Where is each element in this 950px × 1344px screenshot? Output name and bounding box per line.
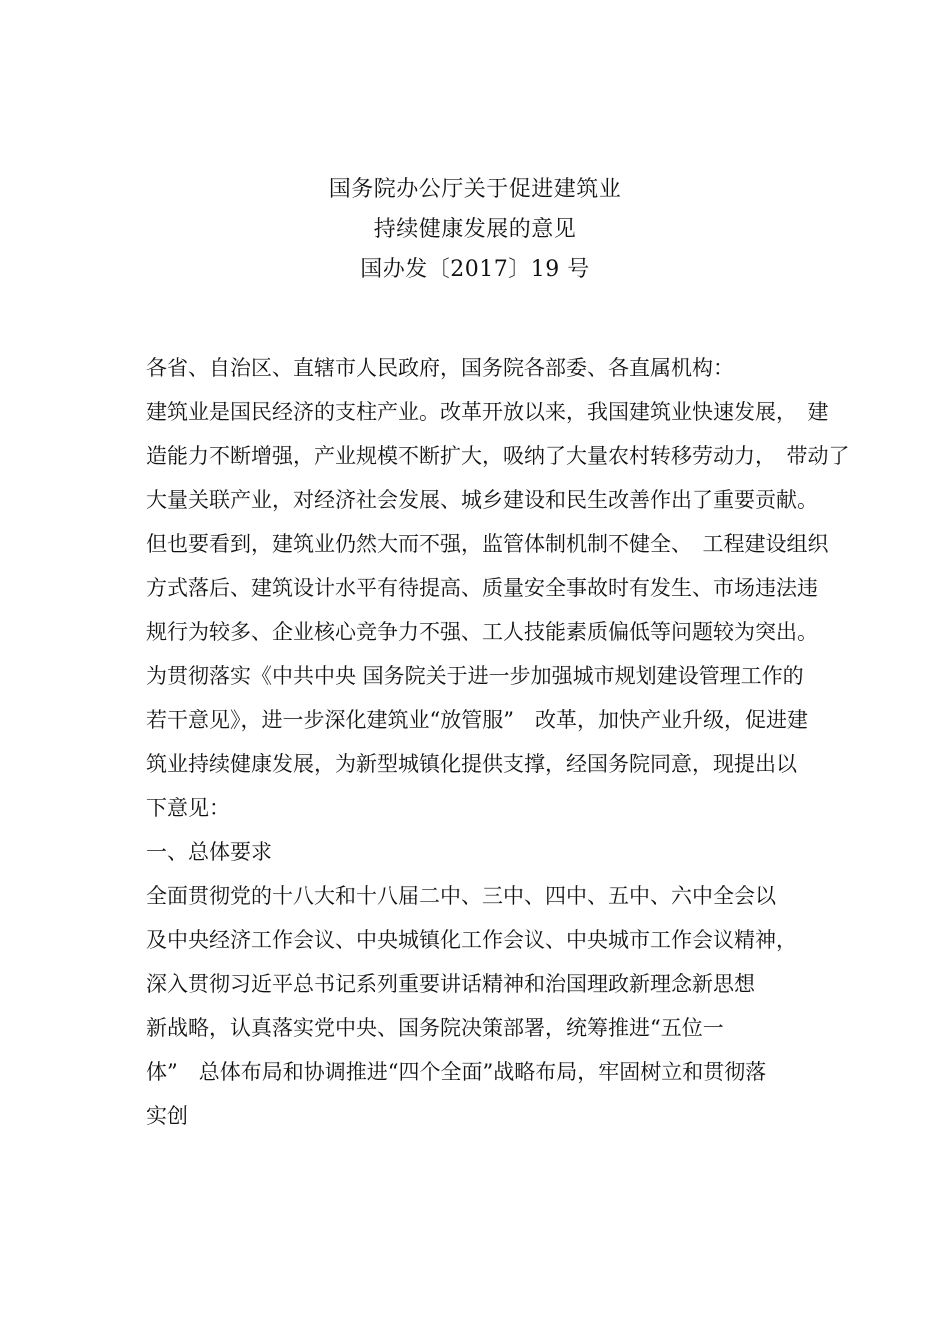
section-heading: 一、总体要求 bbox=[146, 840, 272, 864]
document-body bbox=[146, 350, 850, 1142]
body-line: 及中央经济工作会议、中央城镇化工作会议、中央城市工作会议精神， bbox=[146, 928, 797, 952]
body-line: 为贯彻落实《中共中央 国务院关于进一步加强城市规划建设管理工作的 bbox=[146, 664, 804, 688]
salutation: 各省、自治区、直辖市人民政府，国务院各部委、各直属机构： bbox=[146, 356, 734, 380]
body-line: 规行为较多、企业核心竞争力不强、工人技能素质偏低等问题较为突出。 bbox=[146, 620, 818, 644]
body-line: 筑业持续健康发展，为新型城镇化提供支撑，经国务院同意，现提出以 bbox=[146, 752, 797, 776]
body-line: 全面贯彻党的十八大和十八届二中、三中、四中、五中、六中全会以 bbox=[146, 884, 776, 908]
document-number: 国办发〔2017〕19 号 bbox=[360, 257, 590, 282]
body-line: 下意见： bbox=[146, 796, 230, 820]
body-line: 新战略，认真落实党中央、国务院决策部署，统筹推进“五位一 bbox=[146, 1016, 724, 1040]
body-line: 深入贯彻习近平总书记系列重要讲话精神和治国理政新理念新思想 bbox=[146, 972, 755, 996]
body-line: 体” 总体布局和协调推进“四个全面”战略布局，牢固树立和贯彻落 bbox=[146, 1060, 767, 1084]
title-line-sub: 持续健康发展的意见 bbox=[373, 217, 577, 242]
document-title bbox=[0, 170, 950, 290]
body-line: 大量关联产业，对经济社会发展、城乡建设和民生改善作出了重要贡献。 bbox=[146, 488, 818, 512]
body-line: 方式落后、建筑设计水平有待提高、质量安全事故时有发生、市场违法违 bbox=[146, 576, 818, 600]
body-line: 若干意见》，进一步深化建筑业“放管服” 改革，加快产业升级，促进建 bbox=[146, 708, 808, 732]
body-line: 实创 bbox=[146, 1104, 188, 1128]
body-line: 建筑业是国民经济的支柱产业。改革开放以来，我国建筑业快速发展， 建 bbox=[146, 400, 829, 424]
body-line: 但也要看到，建筑业仍然大而不强，监管体制机制不健全、 工程建设组织 bbox=[146, 532, 829, 556]
body-line: 造能力不断增强，产业规模不断扩大，吸纳了大量农村转移劳动力， 带动了 bbox=[146, 444, 850, 468]
title-line-main: 国务院办公厅关于促进建筑业 bbox=[328, 177, 622, 202]
